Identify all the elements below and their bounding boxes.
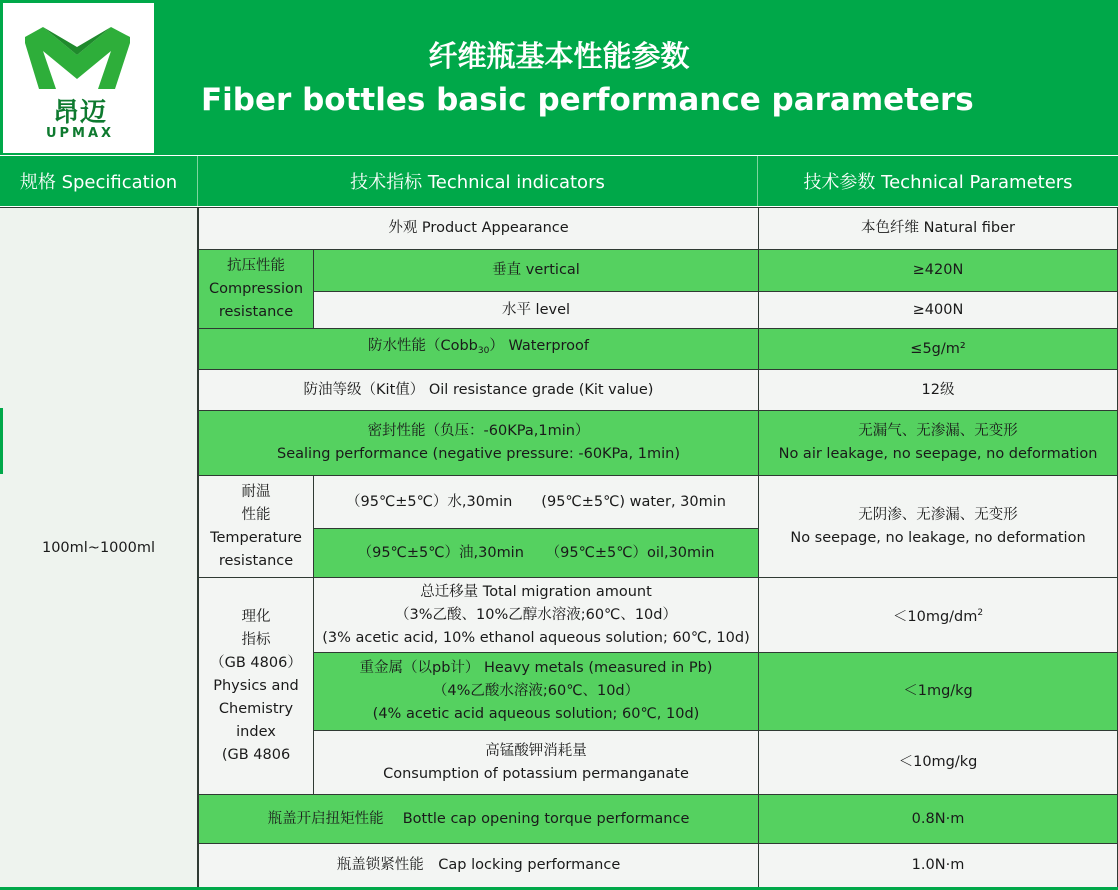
torque-label: [198, 794, 759, 844]
heavy-metals-label: [313, 652, 759, 731]
column-header-params: 技术参数 Technical Parameters: [758, 156, 1118, 206]
migration-value-text: [893, 602, 983, 629]
torque-value-text: 0.8N·m: [911, 810, 965, 827]
temperature-group: [198, 475, 314, 578]
logo-english-text: UPMAX: [45, 126, 115, 141]
temperature-oil-text: （95℃±5℃）油,30min （95℃±5℃）oil,30min: [357, 544, 715, 561]
logo: [3, 3, 154, 153]
column-header-indicators: 技术指标 Technical indicators: [198, 156, 758, 206]
physics-group-line: Physics and: [213, 677, 299, 694]
temperature-water-label: [313, 475, 759, 529]
kmno4-label-line: Consumption of potassium permanganate: [383, 765, 689, 782]
compression-level-text: 水平 level: [501, 301, 571, 318]
spec-cell: [0, 207, 198, 888]
temperature-value: [758, 475, 1118, 578]
heavy-metals-label-line: （4%乙酸水溶液;60℃、10d）: [432, 683, 640, 699]
temperature-oil-label: [313, 528, 759, 578]
migration-value: [758, 577, 1118, 653]
title-english: Fiber bottles basic performance parameters: [201, 82, 974, 118]
waterproof-label-post: ） Waterproof: [489, 338, 590, 354]
temperature-value-line: No seepage, no leakage, no deformation: [790, 529, 1086, 546]
sealing-value-line: 无漏气、无渗漏、无变形: [858, 423, 1018, 439]
sealing-value-line: No air leakage, no seepage, no deformation: [778, 446, 1098, 462]
sealing-label-line: 密封性能（负压：-60KPa,1min）: [367, 423, 590, 439]
migration-value-sup: 2: [977, 607, 984, 618]
compression-level-label: [313, 291, 759, 329]
compression-vertical-label: [313, 249, 759, 292]
physics-group-line: 理化: [241, 608, 271, 625]
compression-vertical-value-text: ≥420N: [912, 262, 964, 278]
migration-label-line: (3% acetic acid, 10% ethanol aqueous solution; 60℃, 10d): [322, 629, 750, 646]
compression-level-value-text: ≥400N: [912, 301, 964, 318]
compression-vertical-value: [758, 249, 1118, 292]
physics-group-line: Chemistry: [218, 700, 294, 717]
torque-value: [758, 794, 1118, 844]
physics-group-line: 指标: [241, 631, 271, 648]
title-chinese: [0, 34, 1118, 75]
waterproof-value: [758, 328, 1118, 370]
compression-group-line: 抗压性能: [227, 257, 285, 274]
locking-label-text: 瓶盖锁紧性能 Cap locking performance: [336, 857, 621, 873]
temperature-group-line: 性能: [241, 506, 271, 523]
compression-group-line: Compression: [208, 280, 304, 297]
migration-label-line: 总迁移量 Total migration amount: [420, 583, 652, 600]
kmno4-label: [313, 730, 759, 795]
heavy-metals-value-text: ＜1mg/kg: [903, 683, 973, 699]
temperature-group-line: 耐温: [241, 483, 271, 500]
compression-group-line: resistance: [218, 303, 294, 320]
temperature-group-line: resistance: [218, 552, 294, 569]
heavy-metals-value: [758, 652, 1118, 731]
locking-value-text: 1.0N·m: [911, 857, 965, 873]
physics-group-line: （GB 4806）: [210, 654, 302, 671]
compression-level-value: [758, 291, 1118, 329]
heavy-metals-label-line: 重金属（以pb计） Heavy metals (measured in Pb): [359, 660, 713, 676]
title-chinese-text: 纤维瓶基本性能参数: [428, 39, 690, 73]
migration-label: [313, 577, 759, 653]
torque-label-text: 瓶盖开启扭矩性能 Bottle cap opening torque performance: [267, 810, 690, 827]
waterproof-value-text: ≤5g/m²: [910, 340, 966, 357]
migration-value-pre: ＜10mg/dm: [892, 608, 978, 625]
appearance-value-text: 本色纤维 Natural fiber: [861, 220, 1015, 236]
waterproof-label-pre: 防水性能（Cobb: [367, 338, 478, 354]
waterproof-label: [198, 328, 759, 370]
appearance-value: [758, 207, 1118, 250]
locking-value: [758, 843, 1118, 888]
oil-resistance-value: [758, 369, 1118, 411]
compression-vertical-text: 垂直 vertical: [492, 262, 580, 278]
sealing-label: [198, 410, 759, 476]
oil-resistance-label: [198, 369, 759, 411]
physics-group-line: index: [236, 723, 276, 740]
migration-label-line: （3%乙酸、10%乙醇水溶液;60℃、10d）: [394, 606, 677, 623]
oil-resistance-label-text: 防油等级（Kit值） Oil resistance grade (Kit value): [303, 381, 654, 398]
temperature-group-line: Temperature: [210, 529, 302, 546]
column-header-spec: 规格 Specification: [0, 156, 198, 206]
sealing-label-line: Sealing performance (negative pressure: -60KPa, 1min): [277, 446, 680, 462]
kmno4-value: [758, 730, 1118, 795]
oil-resistance-value-text: 12级: [921, 381, 955, 398]
kmno4-label-line: 高锰酸钾消耗量: [485, 742, 587, 759]
physics-group-line: (GB 4806: [221, 746, 291, 763]
header-banner: [0, 0, 1118, 155]
heavy-metals-label-line: (4% acetic acid aqueous solution; 60℃, 10d): [372, 706, 700, 722]
temperature-value-line: 无阴渗、无渗漏、无变形: [858, 506, 1018, 523]
spec-accent-bar: [0, 408, 3, 474]
appearance-label-text: 外观 Product Appearance: [388, 220, 569, 236]
locking-label: [198, 843, 759, 888]
waterproof-label-text: [368, 335, 589, 363]
appearance-label: [198, 207, 759, 250]
sealing-value: [758, 410, 1118, 476]
logo-chinese-text: 昂迈: [52, 98, 107, 128]
physics-group: [198, 577, 314, 795]
waterproof-label-sub: 30: [477, 346, 490, 356]
temperature-water-text: （95℃±5℃）水,30min (95℃±5℃) water, 30min: [346, 493, 726, 510]
compression-group: [198, 249, 314, 329]
kmno4-value-text: ＜10mg/kg: [898, 754, 978, 770]
spec-value: 100ml~1000ml: [41, 540, 156, 556]
